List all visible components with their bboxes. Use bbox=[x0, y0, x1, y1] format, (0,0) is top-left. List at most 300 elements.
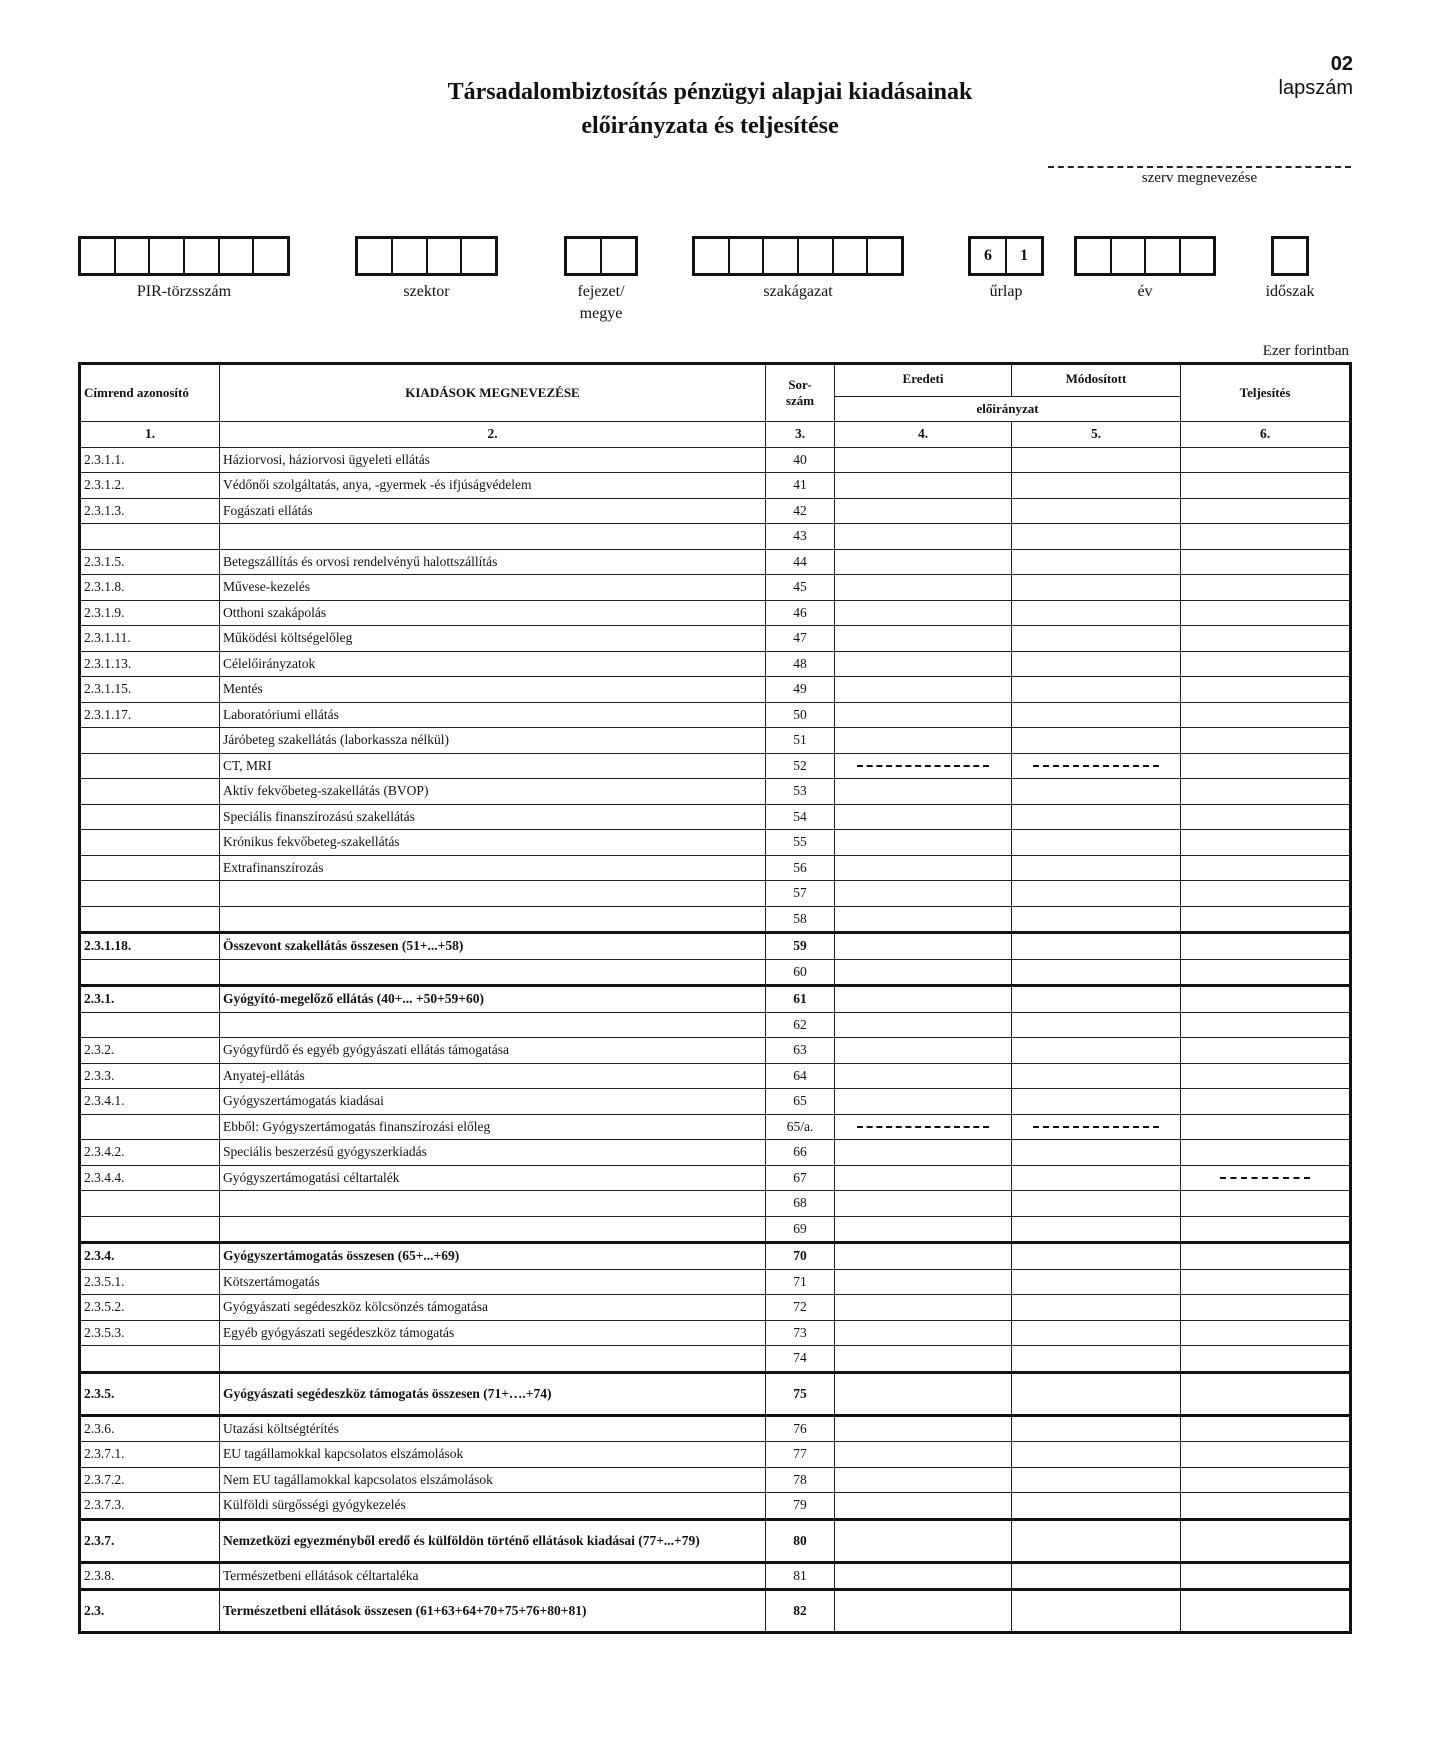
megnevezes-cell: Háziorvosi, háziorvosi ügyeleti ellátás bbox=[220, 447, 766, 473]
header-teljesites: Teljesítés bbox=[1181, 364, 1351, 422]
page-number-block bbox=[1279, 52, 1353, 100]
eredeti-cell[interactable] bbox=[835, 1165, 1012, 1191]
eredeti-cell[interactable] bbox=[835, 677, 1012, 703]
megnevezes-cell: Krónikus fekvőbeteg-szakellátás bbox=[220, 830, 766, 856]
modositott-cell[interactable] bbox=[1012, 626, 1181, 652]
modositott-cell[interactable] bbox=[1012, 498, 1181, 524]
teljesites-cell[interactable] bbox=[1181, 1346, 1351, 1373]
urlap-digit-box[interactable]: 6 bbox=[984, 247, 992, 264]
header-sorszam-line-2: szám bbox=[785, 393, 815, 408]
table-row bbox=[80, 1372, 1351, 1415]
modositott-cell[interactable] bbox=[1012, 959, 1181, 986]
table-row bbox=[80, 1320, 1351, 1346]
table-row bbox=[80, 986, 1351, 1013]
sorszam-cell: 43 bbox=[766, 524, 835, 550]
megnevezes-cell bbox=[220, 1346, 766, 1373]
megnevezes-cell: Mentés bbox=[220, 677, 766, 703]
teljesites-cell[interactable] bbox=[1181, 933, 1351, 960]
teljesites-cell[interactable] bbox=[1181, 1295, 1351, 1321]
pir-label: PIR-törzsszám bbox=[136, 283, 232, 300]
modositott-cell[interactable] bbox=[1012, 1442, 1181, 1468]
teljesites-cell[interactable] bbox=[1181, 1519, 1351, 1562]
org-name-label: szerv megnevezése bbox=[1141, 170, 1258, 186]
ev-digit-box[interactable] bbox=[1110, 239, 1145, 273]
sorszam-cell: 65 bbox=[766, 1089, 835, 1115]
sorszam-cell: 75 bbox=[766, 1372, 835, 1415]
expenditure-table bbox=[78, 362, 1352, 1634]
urlap-label: űrlap bbox=[989, 283, 1023, 300]
modositott-cell[interactable] bbox=[1012, 702, 1181, 728]
cimrend-cell: 2.3.1.17. bbox=[80, 702, 220, 728]
teljesites-cell[interactable] bbox=[1181, 1216, 1351, 1243]
teljesites-cell[interactable] bbox=[1181, 753, 1351, 779]
megnevezes-cell: Ebből: Gyógyszertámogatás finanszírozási előleg bbox=[220, 1114, 766, 1140]
cimrend-cell bbox=[80, 753, 220, 779]
cimrend-cell: 2.3.1.5. bbox=[80, 549, 220, 575]
eredeti-cell[interactable] bbox=[835, 549, 1012, 575]
modositott-cell[interactable] bbox=[1012, 1243, 1181, 1270]
cimrend-cell bbox=[80, 1216, 220, 1243]
eredeti-cell[interactable] bbox=[835, 1089, 1012, 1115]
cimrend-cell bbox=[80, 1191, 220, 1217]
modositott-cell[interactable] bbox=[1012, 549, 1181, 575]
sorszam-cell: 53 bbox=[766, 779, 835, 805]
teljesites-cell[interactable] bbox=[1181, 1114, 1351, 1140]
modositott-cell[interactable] bbox=[1012, 804, 1181, 830]
eredeti-cell[interactable] bbox=[835, 1191, 1012, 1217]
cimrend-cell: 2.3.3. bbox=[80, 1063, 220, 1089]
sorszam-cell: 66 bbox=[766, 1140, 835, 1166]
sorszam-cell: 56 bbox=[766, 855, 835, 881]
megnevezes-cell: CT, MRI bbox=[220, 753, 766, 779]
szektor-digit-box[interactable] bbox=[460, 239, 495, 273]
eredeti-cell[interactable] bbox=[835, 1012, 1012, 1038]
eredeti-cell[interactable] bbox=[835, 1295, 1012, 1321]
megnevezes-cell: Védőnői szolgáltatás, anya, -gyermek -és ifjúságvédelem bbox=[220, 473, 766, 499]
megnevezes-cell: Speciális beszerzésű gyógyszerkiadás bbox=[220, 1140, 766, 1166]
megnevezes-cell bbox=[220, 906, 766, 933]
not-applicable-dash bbox=[857, 765, 990, 767]
header-modositott: Módosított bbox=[1012, 364, 1181, 397]
modositott-cell[interactable] bbox=[1012, 779, 1181, 805]
sorszam-cell: 82 bbox=[766, 1590, 835, 1633]
fejezet-label bbox=[544, 281, 658, 325]
eredeti-cell[interactable] bbox=[835, 575, 1012, 601]
modositott-cell[interactable] bbox=[1012, 600, 1181, 626]
sorszam-cell: 48 bbox=[766, 651, 835, 677]
eredeti-cell[interactable] bbox=[835, 1269, 1012, 1295]
page-title bbox=[300, 75, 1120, 143]
megnevezes-cell: Gyógyászati segédeszköz kölcsönzés támogatása bbox=[220, 1295, 766, 1321]
modositott-cell[interactable] bbox=[1012, 1191, 1181, 1217]
pir-digit-box[interactable] bbox=[252, 239, 287, 273]
modositott-cell[interactable] bbox=[1012, 1216, 1181, 1243]
sorszam-cell: 72 bbox=[766, 1295, 835, 1321]
eredeti-cell[interactable] bbox=[835, 933, 1012, 960]
eredeti-cell[interactable] bbox=[835, 1063, 1012, 1089]
szakagazat-digit-box[interactable] bbox=[797, 239, 832, 273]
table-row bbox=[80, 626, 1351, 652]
table-row bbox=[80, 677, 1351, 703]
modositott-cell[interactable] bbox=[1012, 1519, 1181, 1562]
modositott-cell[interactable] bbox=[1012, 575, 1181, 601]
pir-digit-box[interactable] bbox=[81, 239, 114, 273]
table-row bbox=[80, 600, 1351, 626]
teljesites-cell[interactable] bbox=[1181, 600, 1351, 626]
modositott-cell[interactable] bbox=[1012, 524, 1181, 550]
szektor-boxes[interactable] bbox=[355, 236, 498, 276]
teljesites-cell[interactable] bbox=[1181, 1243, 1351, 1270]
megnevezes-cell: Anyatej-ellátás bbox=[220, 1063, 766, 1089]
pir-digit-box[interactable] bbox=[148, 239, 183, 273]
header-eloiranyzat: előirányzat bbox=[835, 396, 1181, 422]
teljesites-cell[interactable] bbox=[1181, 1590, 1351, 1633]
sorszam-cell: 61 bbox=[766, 986, 835, 1013]
table-row bbox=[80, 1165, 1351, 1191]
teljesites-cell[interactable] bbox=[1181, 1493, 1351, 1520]
eredeti-cell[interactable] bbox=[835, 1467, 1012, 1493]
modositott-cell[interactable] bbox=[1012, 1493, 1181, 1520]
urlap-boxes[interactable] bbox=[968, 236, 1044, 276]
modositott-cell[interactable] bbox=[1012, 1140, 1181, 1166]
szektor-digit-box[interactable] bbox=[426, 239, 461, 273]
ev-label: év bbox=[1137, 283, 1153, 300]
teljesites-cell[interactable] bbox=[1181, 1063, 1351, 1089]
modositott-cell[interactable] bbox=[1012, 830, 1181, 856]
table-row bbox=[80, 1243, 1351, 1270]
modositott-cell[interactable] bbox=[1012, 881, 1181, 907]
sorszam-cell: 41 bbox=[766, 473, 835, 499]
header-sorszam bbox=[766, 364, 835, 422]
table-row bbox=[80, 473, 1351, 499]
eredeti-cell[interactable] bbox=[835, 447, 1012, 473]
megnevezes-cell: Művese-kezelés bbox=[220, 575, 766, 601]
megnevezes-cell bbox=[220, 1191, 766, 1217]
fejezet-label-line-1: fejezet/ bbox=[577, 283, 625, 300]
eredeti-cell[interactable] bbox=[835, 855, 1012, 881]
eredeti-cell[interactable] bbox=[835, 1519, 1012, 1562]
column-number: 3. bbox=[766, 422, 835, 448]
megnevezes-cell: Nemzetközi egyezményből eredő és külföldön történő ellátások kiadásai (77+...+79) bbox=[220, 1519, 766, 1562]
table-row bbox=[80, 1590, 1351, 1633]
eredeti-cell[interactable] bbox=[835, 1590, 1012, 1633]
modositott-cell[interactable] bbox=[1012, 1346, 1181, 1373]
sorszam-cell: 55 bbox=[766, 830, 835, 856]
szakagazat-digit-box[interactable] bbox=[832, 239, 867, 273]
megnevezes-cell: Egyéb gyógyászati segédeszköz támogatás bbox=[220, 1320, 766, 1346]
teljesites-cell[interactable] bbox=[1181, 959, 1351, 986]
teljesites-cell[interactable] bbox=[1181, 1191, 1351, 1217]
eredeti-cell[interactable] bbox=[835, 498, 1012, 524]
table-row bbox=[80, 906, 1351, 933]
megnevezes-cell: Működési költségelőleg bbox=[220, 626, 766, 652]
eredeti-cell[interactable] bbox=[835, 1415, 1012, 1442]
sorszam-cell: 78 bbox=[766, 1467, 835, 1493]
teljesites-cell[interactable] bbox=[1181, 1269, 1351, 1295]
pir-digit-box[interactable] bbox=[218, 239, 253, 273]
teljesites-cell[interactable] bbox=[1181, 1089, 1351, 1115]
eredeti-cell[interactable] bbox=[835, 1346, 1012, 1373]
modositott-cell[interactable] bbox=[1012, 677, 1181, 703]
modositott-cell[interactable] bbox=[1012, 906, 1181, 933]
modositott-cell bbox=[1012, 1114, 1181, 1140]
modositott-cell[interactable] bbox=[1012, 1012, 1181, 1038]
teljesites-cell[interactable] bbox=[1181, 1372, 1351, 1415]
megnevezes-cell: Gyógyszertámogatási céltartalék bbox=[220, 1165, 766, 1191]
sorszam-cell: 57 bbox=[766, 881, 835, 907]
teljesites-cell[interactable] bbox=[1181, 1038, 1351, 1064]
table-row bbox=[80, 881, 1351, 907]
teljesites-cell[interactable] bbox=[1181, 830, 1351, 856]
table-row bbox=[80, 728, 1351, 754]
teljesites-cell[interactable] bbox=[1181, 779, 1351, 805]
teljesites-cell[interactable] bbox=[1181, 651, 1351, 677]
megnevezes-cell: Gyógyító-megelőző ellátás (40+... +50+59+60) bbox=[220, 986, 766, 1013]
modositott-cell[interactable] bbox=[1012, 1063, 1181, 1089]
cimrend-cell bbox=[80, 906, 220, 933]
table-row bbox=[80, 1415, 1351, 1442]
table-row bbox=[80, 1063, 1351, 1089]
table-row bbox=[80, 779, 1351, 805]
teljesites-cell[interactable] bbox=[1181, 1415, 1351, 1442]
teljesites-cell[interactable] bbox=[1181, 855, 1351, 881]
modositott-cell[interactable] bbox=[1012, 1038, 1181, 1064]
sorszam-cell: 73 bbox=[766, 1320, 835, 1346]
ev-digit-box[interactable] bbox=[1144, 239, 1179, 273]
pir-digit-box[interactable] bbox=[183, 239, 218, 273]
teljesites-cell[interactable] bbox=[1181, 1442, 1351, 1468]
table-row bbox=[80, 1089, 1351, 1115]
ev-digit-box[interactable] bbox=[1179, 239, 1214, 273]
megnevezes-cell: Összevont szakellátás összesen (51+...+58) bbox=[220, 933, 766, 960]
column-number: 2. bbox=[220, 422, 766, 448]
eredeti-cell[interactable] bbox=[835, 779, 1012, 805]
ev-digit-box[interactable] bbox=[1077, 239, 1110, 273]
cimrend-cell: 2.3.5.2. bbox=[80, 1295, 220, 1321]
eredeti-cell[interactable] bbox=[835, 986, 1012, 1013]
cimrend-cell: 2.3.5. bbox=[80, 1372, 220, 1415]
table-row bbox=[80, 804, 1351, 830]
modositott-cell[interactable] bbox=[1012, 1590, 1181, 1633]
sorszam-cell: 69 bbox=[766, 1216, 835, 1243]
modositott-cell[interactable] bbox=[1012, 1165, 1181, 1191]
fejezet-digit-box[interactable] bbox=[600, 239, 635, 273]
eredeti-cell[interactable] bbox=[835, 1320, 1012, 1346]
modositott-cell[interactable] bbox=[1012, 1562, 1181, 1590]
megnevezes-cell: Otthoni szakápolás bbox=[220, 600, 766, 626]
sorszam-cell: 67 bbox=[766, 1165, 835, 1191]
eredeti-cell[interactable] bbox=[835, 1140, 1012, 1166]
teljesites-cell[interactable] bbox=[1181, 1562, 1351, 1590]
table-row bbox=[80, 1295, 1351, 1321]
table-row bbox=[80, 830, 1351, 856]
modositott-cell[interactable] bbox=[1012, 447, 1181, 473]
sorszam-cell: 65/a. bbox=[766, 1114, 835, 1140]
eredeti-cell[interactable] bbox=[835, 524, 1012, 550]
teljesites-cell[interactable] bbox=[1181, 702, 1351, 728]
table-row bbox=[80, 1442, 1351, 1468]
cimrend-cell bbox=[80, 959, 220, 986]
cimrend-cell: 2.3.4.1. bbox=[80, 1089, 220, 1115]
eredeti-cell[interactable] bbox=[835, 651, 1012, 677]
idoszak-label: időszak bbox=[1265, 283, 1315, 300]
megnevezes-cell: Gyógyfürdő és egyéb gyógyászati ellátás támogatása bbox=[220, 1038, 766, 1064]
idoszak-boxes[interactable] bbox=[1271, 236, 1309, 276]
cimrend-cell bbox=[80, 855, 220, 881]
eredeti-cell[interactable] bbox=[835, 1038, 1012, 1064]
szakagazat-digit-box[interactable] bbox=[866, 239, 901, 273]
sorszam-cell: 62 bbox=[766, 1012, 835, 1038]
eredeti-cell[interactable] bbox=[835, 1372, 1012, 1415]
szakagazat-digit-box[interactable] bbox=[695, 239, 728, 273]
table-row bbox=[80, 1038, 1351, 1064]
fejezet-digit-box[interactable] bbox=[567, 239, 600, 273]
modositott-cell[interactable] bbox=[1012, 728, 1181, 754]
cimrend-cell: 2.3.1.3. bbox=[80, 498, 220, 524]
sorszam-cell: 77 bbox=[766, 1442, 835, 1468]
cimrend-cell bbox=[80, 1114, 220, 1140]
modositott-cell[interactable] bbox=[1012, 1320, 1181, 1346]
megnevezes-cell: Természetbeni ellátások céltartaléka bbox=[220, 1562, 766, 1590]
cimrend-cell: 2.3.5.1. bbox=[80, 1269, 220, 1295]
urlap-digit-box[interactable]: 1 bbox=[1005, 239, 1041, 273]
cimrend-cell bbox=[80, 804, 220, 830]
eredeti-cell[interactable] bbox=[835, 830, 1012, 856]
szektor-digit-box[interactable] bbox=[391, 239, 426, 273]
teljesites-cell[interactable] bbox=[1181, 906, 1351, 933]
megnevezes-cell bbox=[220, 959, 766, 986]
modositott-cell[interactable] bbox=[1012, 986, 1181, 1013]
sorszam-cell: 68 bbox=[766, 1191, 835, 1217]
eredeti-cell[interactable] bbox=[835, 906, 1012, 933]
sorszam-cell: 40 bbox=[766, 447, 835, 473]
cimrend-cell: 2.3.4.4. bbox=[80, 1165, 220, 1191]
sorszam-cell: 51 bbox=[766, 728, 835, 754]
eredeti-cell[interactable] bbox=[835, 702, 1012, 728]
eredeti-cell[interactable] bbox=[835, 1216, 1012, 1243]
sorszam-cell: 49 bbox=[766, 677, 835, 703]
eredeti-cell[interactable] bbox=[835, 1562, 1012, 1590]
teljesites-cell[interactable] bbox=[1181, 447, 1351, 473]
not-applicable-dash bbox=[1220, 1177, 1309, 1179]
megnevezes-cell: Laboratóriumi ellátás bbox=[220, 702, 766, 728]
sorszam-cell: 79 bbox=[766, 1493, 835, 1520]
sorszam-cell: 80 bbox=[766, 1519, 835, 1562]
szakagazat-digit-box[interactable] bbox=[762, 239, 797, 273]
pir-digit-box[interactable] bbox=[114, 239, 149, 273]
teljesites-cell[interactable] bbox=[1181, 804, 1351, 830]
teljesites-cell[interactable] bbox=[1181, 575, 1351, 601]
eredeti-cell[interactable] bbox=[835, 881, 1012, 907]
column-number-row bbox=[80, 422, 1351, 448]
teljesites-cell[interactable] bbox=[1181, 1320, 1351, 1346]
teljesites-cell[interactable] bbox=[1181, 728, 1351, 754]
modositott-cell[interactable] bbox=[1012, 933, 1181, 960]
teljesites-cell[interactable] bbox=[1181, 881, 1351, 907]
column-number: 5. bbox=[1012, 422, 1181, 448]
fejezet-boxes[interactable] bbox=[564, 236, 638, 276]
table-row bbox=[80, 753, 1351, 779]
eredeti-cell[interactable] bbox=[835, 728, 1012, 754]
modositott-cell[interactable] bbox=[1012, 1467, 1181, 1493]
sorszam-cell: 74 bbox=[766, 1346, 835, 1373]
eredeti-cell bbox=[835, 1114, 1012, 1140]
org-name-field[interactable] bbox=[1048, 166, 1351, 168]
table-row bbox=[80, 933, 1351, 960]
cimrend-cell: 2.3.7.1. bbox=[80, 1442, 220, 1468]
sorszam-cell: 47 bbox=[766, 626, 835, 652]
teljesites-cell[interactable] bbox=[1181, 473, 1351, 499]
eredeti-cell[interactable] bbox=[835, 600, 1012, 626]
eredeti-cell bbox=[835, 753, 1012, 779]
table-row bbox=[80, 1493, 1351, 1520]
megnevezes-cell: Extrafinanszírozás bbox=[220, 855, 766, 881]
teljesites-cell[interactable] bbox=[1181, 1467, 1351, 1493]
szektor-digit-box[interactable] bbox=[358, 239, 391, 273]
cimrend-cell: 2.3.5.3. bbox=[80, 1320, 220, 1346]
cimrend-cell: 2.3.6. bbox=[80, 1415, 220, 1442]
sorszam-cell: 63 bbox=[766, 1038, 835, 1064]
teljesites-cell[interactable] bbox=[1181, 626, 1351, 652]
table-row bbox=[80, 855, 1351, 881]
not-applicable-dash bbox=[857, 1126, 990, 1128]
sorszam-cell: 52 bbox=[766, 753, 835, 779]
megnevezes-cell: Célelőirányzatok bbox=[220, 651, 766, 677]
modositott-cell[interactable] bbox=[1012, 1415, 1181, 1442]
szektor-label: szektor bbox=[403, 283, 450, 300]
page-number-label: lapszám bbox=[1278, 77, 1353, 99]
eredeti-cell[interactable] bbox=[835, 959, 1012, 986]
cimrend-cell bbox=[80, 1346, 220, 1373]
teljesites-cell[interactable] bbox=[1181, 986, 1351, 1013]
modositott-cell[interactable] bbox=[1012, 855, 1181, 881]
eredeti-cell[interactable] bbox=[835, 626, 1012, 652]
sorszam-cell: 71 bbox=[766, 1269, 835, 1295]
eredeti-cell[interactable] bbox=[835, 1493, 1012, 1520]
modositott-cell[interactable] bbox=[1012, 1089, 1181, 1115]
modositott-cell[interactable] bbox=[1012, 473, 1181, 499]
eredeti-cell[interactable] bbox=[835, 1442, 1012, 1468]
teljesites-cell[interactable] bbox=[1181, 1140, 1351, 1166]
idoszak-digit-box[interactable] bbox=[1274, 239, 1306, 273]
modositott-cell[interactable] bbox=[1012, 1269, 1181, 1295]
table-row bbox=[80, 1216, 1351, 1243]
megnevezes-cell bbox=[220, 1012, 766, 1038]
modositott-cell[interactable] bbox=[1012, 651, 1181, 677]
pir-boxes[interactable] bbox=[78, 236, 290, 276]
table-row bbox=[80, 498, 1351, 524]
modositott-cell[interactable] bbox=[1012, 1295, 1181, 1321]
ev-boxes[interactable] bbox=[1074, 236, 1216, 276]
teljesites-cell[interactable] bbox=[1181, 549, 1351, 575]
cimrend-cell: 2.3.1.15. bbox=[80, 677, 220, 703]
teljesites-cell[interactable] bbox=[1181, 498, 1351, 524]
teljesites-cell[interactable] bbox=[1181, 1012, 1351, 1038]
modositott-cell[interactable] bbox=[1012, 1372, 1181, 1415]
eredeti-cell[interactable] bbox=[835, 804, 1012, 830]
table-row bbox=[80, 1562, 1351, 1590]
teljesites-cell[interactable] bbox=[1181, 524, 1351, 550]
cimrend-cell: 2.3.1.18. bbox=[80, 933, 220, 960]
sorszam-cell: 58 bbox=[766, 906, 835, 933]
cimrend-cell bbox=[80, 1012, 220, 1038]
eredeti-cell[interactable] bbox=[835, 473, 1012, 499]
megnevezes-cell: Gyógyszertámogatás összesen (65+...+69) bbox=[220, 1243, 766, 1270]
eredeti-cell[interactable] bbox=[835, 1243, 1012, 1270]
szakagazat-digit-box[interactable] bbox=[728, 239, 763, 273]
teljesites-cell[interactable] bbox=[1181, 677, 1351, 703]
szakagazat-boxes[interactable] bbox=[692, 236, 904, 276]
